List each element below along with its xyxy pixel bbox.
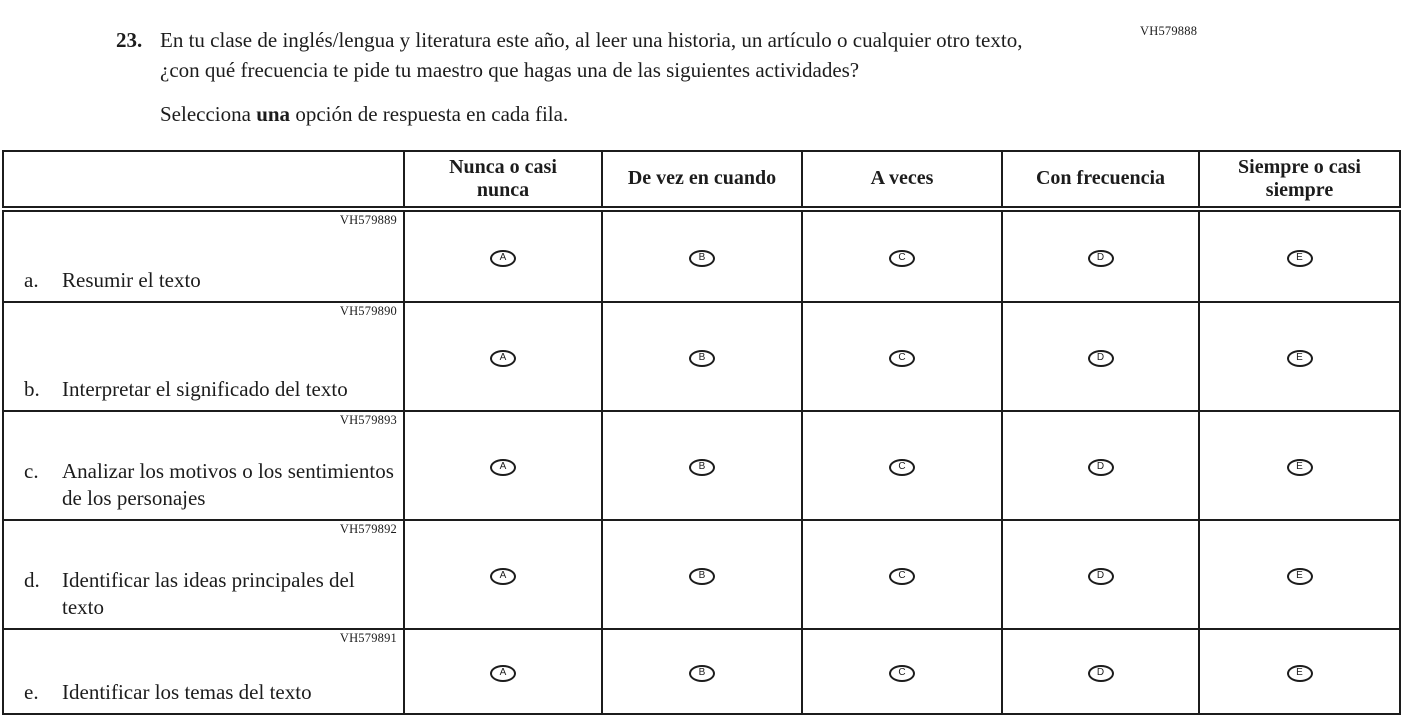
table-row-e bbox=[3, 629, 1400, 714]
answer-cell bbox=[802, 302, 1002, 411]
question-number: 23. bbox=[116, 28, 143, 52]
answer-cell bbox=[1199, 302, 1400, 411]
option-bubble-d[interactable]: D bbox=[1088, 568, 1114, 585]
row-item-code: VH579893 bbox=[339, 412, 397, 427]
option-bubble-a[interactable]: A bbox=[490, 250, 516, 267]
answer-cell bbox=[404, 209, 602, 302]
answer-table bbox=[2, 150, 1401, 715]
option-bubble-e[interactable]: E bbox=[1287, 459, 1313, 476]
table-row-d bbox=[3, 520, 1400, 629]
question-text: En tu clase de inglés/lengua y literatura este año, al leer una historia, un artículo o cualquier otro texto, ¿con qué frecuencia te pide tu maestro que hagas una de las siguientes actividades? bbox=[160, 28, 1023, 82]
option-bubble-b[interactable]: B bbox=[689, 568, 715, 585]
option-bubble-a[interactable]: A bbox=[490, 665, 516, 682]
column-header-con-frecuencia: Con frecuencia bbox=[1002, 151, 1199, 209]
question-instruction bbox=[160, 102, 1050, 127]
instruction-bold: una bbox=[256, 101, 291, 126]
option-bubble-a[interactable]: A bbox=[490, 459, 516, 476]
row-stub-cell bbox=[3, 209, 404, 302]
answer-cell bbox=[1199, 629, 1400, 714]
answer-cell bbox=[1002, 302, 1199, 411]
option-bubble-c[interactable]: C bbox=[889, 350, 915, 367]
option-bubble-e[interactable]: E bbox=[1287, 350, 1313, 367]
row-label-text: Identificar las ideas principales del texto bbox=[62, 567, 355, 619]
column-header-siempre-o-casi-siempre: Siempre o casi siempre bbox=[1199, 151, 1400, 209]
row-label-text: Analizar los motivos o los sentimientos de los personajes bbox=[62, 458, 394, 510]
option-bubble-b[interactable]: B bbox=[689, 665, 715, 682]
row-label-text: Interpretar el significado del texto bbox=[62, 376, 348, 401]
question-body bbox=[160, 26, 1050, 127]
answer-cell bbox=[802, 411, 1002, 520]
instruction-post: opción de respuesta en cada fila. bbox=[295, 101, 569, 126]
answer-cell bbox=[404, 302, 602, 411]
table-row-a bbox=[3, 209, 1400, 302]
row-item-code: VH579892 bbox=[339, 521, 397, 536]
answer-cell bbox=[404, 520, 602, 629]
option-bubble-a[interactable]: A bbox=[490, 350, 516, 367]
answer-cell bbox=[802, 520, 1002, 629]
question-block bbox=[0, 0, 1414, 127]
answer-cell bbox=[602, 629, 802, 714]
row-label-text: Identificar los temas del texto bbox=[62, 679, 312, 704]
row-letter: d. bbox=[24, 567, 40, 592]
option-bubble-b[interactable]: B bbox=[689, 250, 715, 267]
answer-cell bbox=[1199, 520, 1400, 629]
answer-cell bbox=[1199, 411, 1400, 520]
answer-cell bbox=[602, 209, 802, 302]
row-letter: b. bbox=[24, 376, 40, 401]
answer-cell bbox=[404, 629, 602, 714]
row-stub-cell bbox=[3, 302, 404, 411]
answer-cell bbox=[602, 302, 802, 411]
row-stub-cell bbox=[3, 411, 404, 520]
row-item-code: VH579889 bbox=[339, 212, 397, 227]
row-stub-cell bbox=[3, 629, 404, 714]
answer-cell bbox=[602, 411, 802, 520]
table-row-c bbox=[3, 411, 1400, 520]
row-label bbox=[24, 267, 397, 294]
option-bubble-b[interactable]: B bbox=[689, 350, 715, 367]
option-bubble-d[interactable]: D bbox=[1088, 250, 1114, 267]
column-header-a-veces: A veces bbox=[802, 151, 1002, 209]
header-row bbox=[3, 151, 1400, 209]
option-bubble-e[interactable]: E bbox=[1287, 568, 1313, 585]
option-bubble-a[interactable]: A bbox=[490, 568, 516, 585]
answer-cell bbox=[1002, 411, 1199, 520]
answer-cell bbox=[802, 629, 1002, 714]
answer-cell bbox=[1002, 209, 1199, 302]
header-stub-cell bbox=[3, 151, 404, 209]
row-stub-cell bbox=[3, 520, 404, 629]
row-label bbox=[24, 376, 397, 403]
answer-cell bbox=[1002, 629, 1199, 714]
item-code: VH579888 bbox=[1140, 24, 1198, 38]
row-label bbox=[24, 567, 397, 621]
option-bubble-d[interactable]: D bbox=[1088, 350, 1114, 367]
option-bubble-e[interactable]: E bbox=[1287, 665, 1313, 682]
option-bubble-c[interactable]: C bbox=[889, 250, 915, 267]
option-bubble-c[interactable]: C bbox=[889, 568, 915, 585]
option-bubble-d[interactable]: D bbox=[1088, 459, 1114, 476]
answer-cell bbox=[802, 209, 1002, 302]
option-bubble-c[interactable]: C bbox=[889, 459, 915, 476]
row-item-code: VH579891 bbox=[339, 630, 397, 645]
table-row-b bbox=[3, 302, 1400, 411]
row-label bbox=[24, 458, 397, 512]
answer-cell bbox=[1002, 520, 1199, 629]
answer-cell bbox=[1199, 209, 1400, 302]
option-bubble-e[interactable]: E bbox=[1287, 250, 1313, 267]
option-bubble-b[interactable]: B bbox=[689, 459, 715, 476]
option-bubble-d[interactable]: D bbox=[1088, 665, 1114, 682]
answer-cell bbox=[602, 520, 802, 629]
column-header-de-vez-en-cuando: De vez en cuando bbox=[602, 151, 802, 209]
row-label-text: Resumir el texto bbox=[62, 267, 201, 292]
instruction-pre: Selecciona bbox=[160, 101, 251, 126]
option-bubble-c[interactable]: C bbox=[889, 665, 915, 682]
column-header-nunca-o-casi-nunca: Nunca o casi nunca bbox=[404, 151, 602, 209]
row-item-code: VH579890 bbox=[339, 303, 397, 318]
answer-cell bbox=[404, 411, 602, 520]
row-letter: c. bbox=[24, 458, 39, 483]
row-letter: a. bbox=[24, 267, 39, 292]
row-label bbox=[24, 679, 397, 706]
row-letter: e. bbox=[24, 679, 39, 704]
